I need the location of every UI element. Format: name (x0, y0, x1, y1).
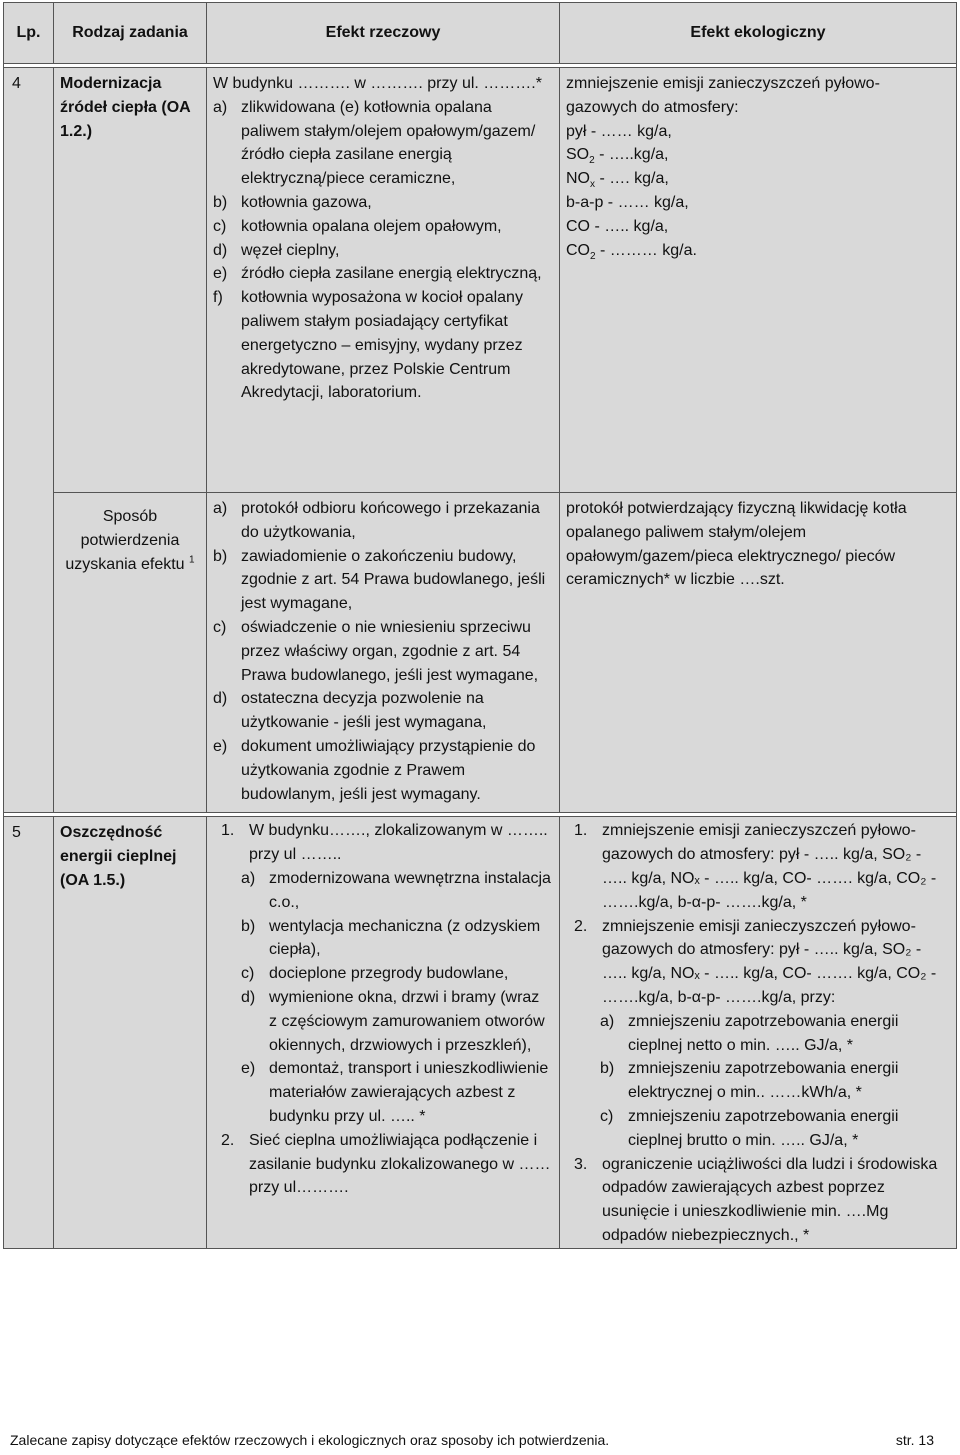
list-item: e) dokument umożliwiający przystąpienie do użytkowania zgodnie z Prawem budowlanym, jeśli jest wymagany. (213, 737, 536, 803)
list-item: a) zlikwidowana (e) kotłownia opalana paliwem stałym/olejem opałowym/gazem/ źródło ciepła zasilane energią elektryczną/piece ceramiczne, (213, 98, 536, 188)
row-4-sposob: Sposób potwierdzenia uzyskania efektu $^1$ (54, 493, 207, 813)
list-item: b) zmniejszeniu zapotrzebowania energii elektrycznej o min.. ……kWh/a, * (600, 1060, 899, 1102)
list-item: d) węzeł cieplny, (213, 241, 340, 259)
row-5-efekt-rzeczowy: 1. W budynku……., zlokalizowanym w …….. przy ul …….. a) zmodernizowana wewnętrzna instalacja c.o., b) wentylacja mechaniczna (z odzyskiem ciepła), c) docieplone przegrody budowlane, d) wymienione okna, drzwi i bramy (wraz z częściowym zamurowaniem otworów okiennych, drzwiowych i przeszkleń), e) demontaż, transport i unieszkodliwienie materiałów zawierających azbest z budynku przy ul. ….. * 2. Sieć cieplna umożliwiająca podłączenie i zasilanie budynku zlokalizowanego w …… przy ul………. (207, 817, 560, 1248)
emission-line: CO - ….. kg/a, (566, 217, 669, 235)
row-5-efekt-ekologiczny: 1. zmniejszenie emisji zanieczyszczeń pyłowo-gazowych do atmosfery: pył - ….. kg/a, SO₂ - ….. kg/a, NOₓ - ….. kg/a, CO- ……. kg/a, CO₂ - …….kg/a, b-α-p- …….kg/a, * 2. zmniejszenie emisji zanieczyszczeń pyłowo-gazowych do atmosfery: pył - ….. kg/a, SO₂ - ….. kg/a, NOₓ - ….. kg/a, CO- ……. kg/a, CO₂ - …….kg/a, b-α-p- …….kg/a, przy: a) zmniejszeniu zapotrzebowania energii cieplnej netto o min. ….. GJ/a, * b) zmniejszeniu zapotrzebowania energii elektrycznej o min.. ……kWh/a, * c) zmniejszeniu zapotrzebowania energii cieplnej brutto o min. ….. GJ/a, * 3. ograniczenie uciążliwości dla ludzi i środowiska odpadów zawierających azbest poprzez usunięcie i unieszkodliwienie min. ….Mg odpadów niebezpiecznych., * (560, 817, 957, 1248)
row-4-rz-intro: W budynku ………. w ………. przy ul. ……….* (213, 75, 542, 92)
row-4-potwierdzenie-rzeczowe (207, 493, 560, 813)
effects-table (3, 2, 957, 1249)
row-4-ek-list (566, 120, 950, 263)
row-4-rodzaj: Modernizacja źródeł ciepła (OA 1.2.) (54, 68, 207, 493)
list-item: c) kotłownia opalana olejem opałowym, (213, 217, 502, 235)
footer-text: Zalecane zapisy dotyczące efektów rzeczowych i ekologicznych oraz sposoby ich potwierdzenia. (10, 1432, 610, 1448)
list-item: d) wymienione okna, drzwi i bramy (wraz z częściowym zamurowaniem otworów okiennych, drzwiowych i przeszkleń), (241, 988, 545, 1054)
row-4-effects (4, 68, 957, 493)
list-item: e) źródło ciepła zasilane energią elektryczną, (213, 265, 542, 283)
list-item: f) kotłownia wyposażona w kocioł opalany paliwem stałym posiadający certyfikat energetyczno – emisyjny, wydany przez akredytowane, przez Polskie Centrum Akredytacji, laboratorium. (213, 289, 523, 402)
page-number: str. 13 (895, 1432, 934, 1448)
row-4-potwierdzenie-ekologiczne: protokół potwierdzający fizyczną likwidację kotła opalanego paliwem stałym/olejem opałowym/gazem/pieca elektrycznego/ pieców ceramicznych* w liczbie ….szt. (560, 493, 957, 813)
header-row (4, 3, 957, 64)
list-item: c) oświadczenie o nie wniesieniu sprzeciwu przez właściwy organ, zgodnie z art. 54 Prawa budowlanego, jeśli jest wymagane, (213, 618, 539, 684)
row-5-effects (4, 817, 957, 1248)
list-item: b) wentylacja mechaniczna (z odzyskiem ciepła), (241, 917, 541, 959)
list-item: a) zmniejszeniu zapotrzebowania energii cieplnej netto o min. ….. GJ/a, * (600, 1012, 899, 1054)
list-item: a) zmodernizowana wewnętrzna instalacja c.o., (241, 869, 551, 911)
emission-line: $SO_2$ - …..kg/a, (566, 146, 669, 167)
emission-line: $CO_2$ - ……… kg/a. (566, 241, 697, 262)
header-ekologiczny: Efekt ekologiczny (560, 3, 957, 64)
row-5-rodzaj: Oszczędność energii cieplnej (OA 1.5.) (54, 817, 207, 1248)
list-item: b) zawiadomienie o zakończeniu budowy, zgodnie z art. 54 Prawa budowlanego, jeśli jest wymagane, (213, 547, 546, 613)
row-5-lp: 5 (4, 817, 54, 1248)
row-4-efekt-rzeczowy (207, 68, 560, 493)
emission-line: pył - …… kg/a, (566, 122, 672, 140)
list-item: e) demontaż, transport i unieszkodliwienie materiałów zawierających azbest z budynku przy ul. ….. * (241, 1060, 549, 1125)
row-4-ek-intro: zmniejszenie emisji zanieczyszczeń pyłowo-gazowych do atmosfery: (566, 75, 880, 116)
row-4-rz-list (213, 96, 553, 405)
emission-line: $NO_x$ - …. kg/a, (566, 170, 669, 191)
list-item: a) protokół odbioru końcowego i przekazania do użytkowania, (213, 500, 540, 541)
emission-line: b-a-p - …… kg/a, (566, 193, 689, 211)
header-rodzaj: Rodzaj zadania (54, 3, 207, 64)
header-rzeczowy: Efekt rzeczowy (207, 3, 560, 64)
list-item: c) zmniejszeniu zapotrzebowania energii cieplnej brutto o min. ….. GJ/a, * (600, 1107, 899, 1149)
header-lp: Lp. (4, 3, 54, 64)
row-4-confirmation (4, 493, 957, 813)
row-4-efekt-ekologiczny (560, 68, 957, 493)
list-item: b) kotłownia gazowa, (213, 193, 372, 211)
list-item: d) ostateczna decyzja pozwolenie na użytkowanie - jeśli jest wymagana, (213, 690, 487, 732)
row-4-lp: 4 (4, 68, 54, 813)
list-item: c) docieplone przegrody budowlane, (241, 965, 509, 983)
